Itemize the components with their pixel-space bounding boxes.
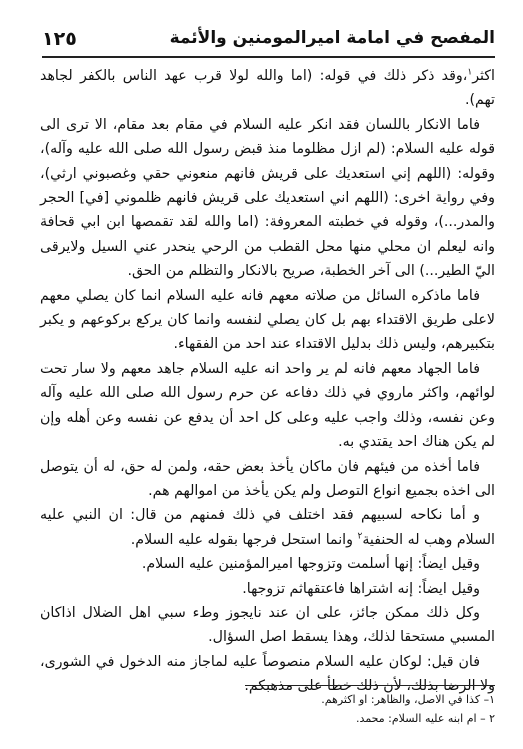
running-title: المفصح في امامة اميرالمومنين والأئمة — [169, 28, 495, 48]
page-header — [42, 26, 495, 58]
paragraph-text: ،وقد ذكر ذلك في قوله: (اما والله لولا قرب عهد الناس بالكفر لجاهد تهم). — [40, 68, 495, 109]
paragraph: فاما الجهاد معهم فانه لم ير واحد انه عليه السلام جاهد معهم ولا سار تحت لوائهم، واكثر ماروي في ذلك دفاعه عن حرم رسول الله صلى الله عليه وآله وعن نفسه، وذلك واجب عليه وعلى كل احد أن يدفع عن نفسه وعن أهله وإن لم يكن هناك احد يقتدي به. — [40, 360, 495, 451]
footnotes — [40, 690, 495, 728]
paragraph-text: و أما نكاحه لسبيهم فقد اختلف في ذلك فمنهم من قال: ان النبي عليه السلام وهب له الحنفية — [40, 507, 495, 548]
paragraph — [40, 503, 495, 552]
body-text — [40, 64, 495, 695]
paragraph: وقيل ايضاً: إنه اشتراها فاعتقهاثم تزوجها. — [242, 580, 480, 597]
footnote-ref: ٢ — [357, 530, 363, 541]
page-number: ١٢٥ — [42, 28, 77, 50]
footnote-ref: ١ — [467, 67, 473, 78]
footnote-divider — [245, 685, 495, 686]
paragraph: فاما ماذكره السائل من صلاته معهم فانه عليه السلام انما كان يصلي معهم لاعلى طريق الاقتداء بهم بل كان يصلي لنفسه وانما كان يركع بركوعهم و يكبر بتكبيرهم، وليس ذلك بدليل الاقتداء عند احد من الفقهاء. — [40, 287, 495, 353]
paragraph: وقيل ايضاً: إنها أسلمت وتزوجها اميرالمؤمنين عليه السلام. — [141, 556, 480, 573]
paragraph: فان قيل: لوكان عليه السلام منصوصاً عليه لماجاز منه الدخول في الشورى، ولا الرضا بذلك، لأن ذلك خطأ على مذهبكم. — [40, 653, 495, 695]
footnote: ٢ – ام ابنه عليه السلام: محمد. — [356, 712, 495, 725]
paragraph: وكل ذلك ممكن جائز، على ان عند نايجوز وطء سبي اهل الضلال اذاكان المسبي مستحقا لذلك، وهذا يسقط اصل السؤال. — [40, 604, 495, 646]
paragraph-lead: اكثر — [472, 68, 495, 84]
paragraph — [40, 64, 495, 113]
paragraph: فاما أخذه من فيئهم فان ماكان يأخذ بعض حقه، ولمن له حق، له أن يتوصل الى اخذه بجميع انواع التوصل ولم يكن يأخذ من اموالهم هم. — [40, 458, 495, 499]
footnote: ١– كذا في الاصل، والظاهر: او اكثرهم. — [321, 693, 495, 706]
paragraph: فاما الانكار باللسان فقد انكر عليه السلام في مقام بعد مقام، الا ترى الى قوله عليه السلام: (لم ازل مظلوما منذ قبض رسول الله صلى الله عليه وآله)، وقوله: (اللهم إني استعديك على قريش فانهم منعوني حقي وغصبوني ارثي)، وفي رواية اخرى: (اللهم اني استعديك على قريش فانهم ظلموني [في] الحجر والمدر...)، وقوله في خطبته المعروفة: (اما والله لقد تقمصها ابن ابي قحافة وانه ليعلم ان محلي منها محل القطب من الرحي ينحدر عني السيل ولايرقى اليّ الطير...) الى آخر الخطبة، صريح بالانكار والتظلم من الحق. — [40, 116, 495, 280]
paragraph-text: وانما استحل فرجها بقوله عليه السلام. — [130, 531, 358, 548]
